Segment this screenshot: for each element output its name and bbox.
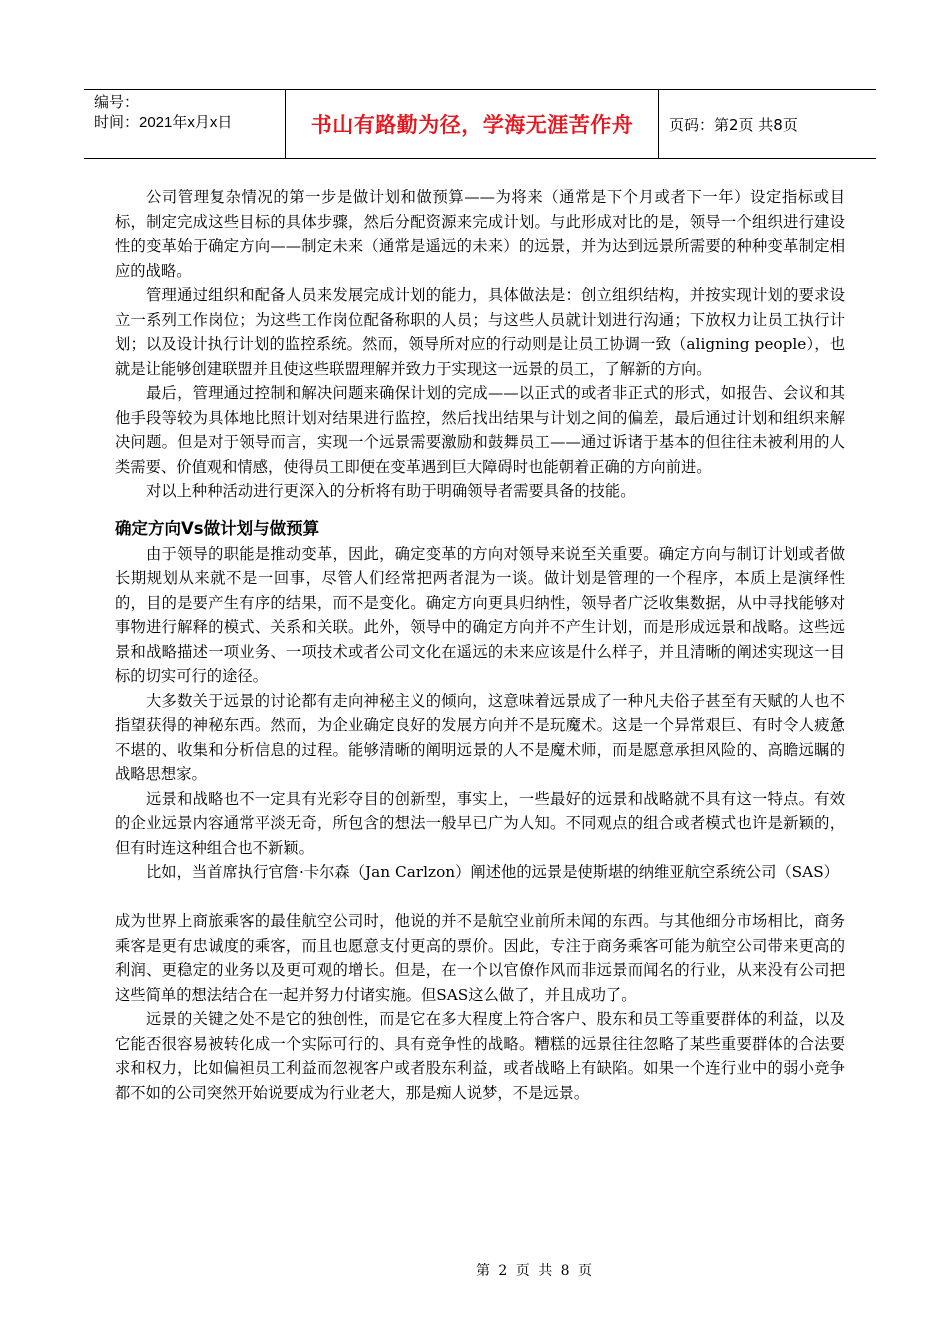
paragraph-continuation: 成为世界上商旅乘客的最佳航空公司时，他说的并不是航空业前所未闻的东西。与其他细分市场相比，商务乘客是更有忠诚度的乘客，而且也愿意支付更高的票价。因此，专注于商务乘客可能为航空公司带来更高的利润、更稳定的业务以及更可观的增长。但是，在一个以官僚作风而非远景而闻名的行业，从来没有公司把这些简单的想法结合在一起并努力付诸实施。但SAS这么做了，并且成功了。: [115, 912, 845, 1004]
paragraph: 最后，管理通过控制和解决问题来确保计划的完成——以正式的或者非正式的形式，如报告、会议和其他手段等较为具体地比照计划对结果进行监控，然后找出结果与计划之间的偏差，最后通过计划和组织来解决问题。但是对于领导而言，实现一个远景需要激励和鼓舞员工——通过诉诸于基本的但往往未被利用的人类需要、价值观和情感，使得员工即便在变革遇到巨大障碍时也能朝着正确的方向前进。: [115, 384, 845, 476]
header-info: [84, 90, 286, 158]
time-label: 时间：2021年x月x日: [94, 114, 233, 131]
header-page-label: 页码：第2页 共8页: [669, 115, 798, 134]
paragraph: 公司管理复杂情况的第一步是做计划和做预算——为将来（通常是下个月或者下一年）设定指标或目标，制定完成这些目标的具体步骤，然后分配资源来完成计划。与此形成对比的是，领导一个组织进行建设性的变革始于确定方向——制定未来（通常是遥远的未来）的远景，并为达到远景所需要的种种变革制定相应的战略。: [115, 188, 845, 280]
paragraph: 远景的关键之处不是它的独创性，而是它在多大程度上符合客户、股东和员工等重要群体的利益，以及它能否很容易被转化成一个实际可行的、具有竞争性的战略。糟糕的远景往往忽略了某些重要群体的合法要求和权力，比如偏袒员工利益而忽视客户或者股东利益，或者战略上有缺陷。如果一个连行业中的弱小竞争都不如的公司突然开始说要成为行业老大，那是痴人说梦，不是远景。: [115, 1010, 845, 1102]
page-footer: 第 2 页 共 8 页: [475, 1263, 595, 1279]
spacer: [115, 885, 845, 910]
paragraph: 对以上种种活动进行更深入的分析将有助于明确领导者需要具备的技能。: [146, 482, 636, 500]
header-motto: 书山有路勤为径，学海无涯苦作舟: [286, 90, 659, 158]
paragraph: 管理通过组织和配备人员来发展完成计划的能力，具体做法是：创立组织结构，并按实现计划的要求设立一系列工作岗位；为这些工作岗位配备称职的人员；与这些人员就计划进行沟通；下放权力让员工执行计划；以及设计执行计划的监控系统。然而，领导所对应的行动则是让员工协调一致（aligning people），也就是让能够创建联盟并且使这些联盟理解并致力于实现这一远景的员工，了解新的方向。: [115, 286, 845, 378]
number-label: 编号：: [94, 94, 140, 111]
paragraph: 由于领导的职能是推动变革，因此，确定变革的方向对领导来说至关重要。确定方向与制订计划或者做长期规划从来就不是一回事，尽管人们经常把两者混为一谈。做计划是管理的一个程序，本质上是演绎性的，目的是要产生有序的结果，而不是变化。确定方向更具归纳性，领导者广泛收集数据，从中寻找能够对事物进行解释的模式、关系和关联。此外，领导中的确定方向并不产生计划，而是形成远景和战略。这些远景和战略描述一项业务、一项技术或者公司文化在遥远的未来应该是什么样子，并且清晰的阐述实现这一目标的切实可行的途径。: [115, 544, 845, 685]
document-body: [115, 185, 845, 1105]
page-header: [84, 89, 876, 159]
paragraph: 比如，当首席执行官詹·卡尔森（Jan Carlzon）阐述他的远景是使斯堪的纳维亚航空系统公司（SAS）: [146, 863, 839, 881]
section-heading: 确定方向Vs做计划与做预算: [115, 518, 320, 538]
paragraph: 大多数关于远景的讨论都有走向神秘主义的倾向，这意味着远景成了一种凡夫俗子甚至有天赋的人也不指望获得的神秘东西。然而，为企业确定良好的发展方向并不是玩魔术。这是一个异常艰巨、有时令人疲惫不堪的、收集和分析信息的过程。能够清晰的阐明远景的人不是魔术师，而是愿意承担风险的、高瞻远瞩的战略思想家。: [115, 691, 845, 783]
paragraph: 远景和战略也不一定具有光彩夺目的创新型，事实上，一些最好的远景和战略就不具有这一特点。有效的企业远景内容通常平淡无奇，所包含的想法一般早已广为人知。不同观点的组合或者模式也许是新颖的，但有时连这种组合也不新颖。: [115, 789, 845, 857]
